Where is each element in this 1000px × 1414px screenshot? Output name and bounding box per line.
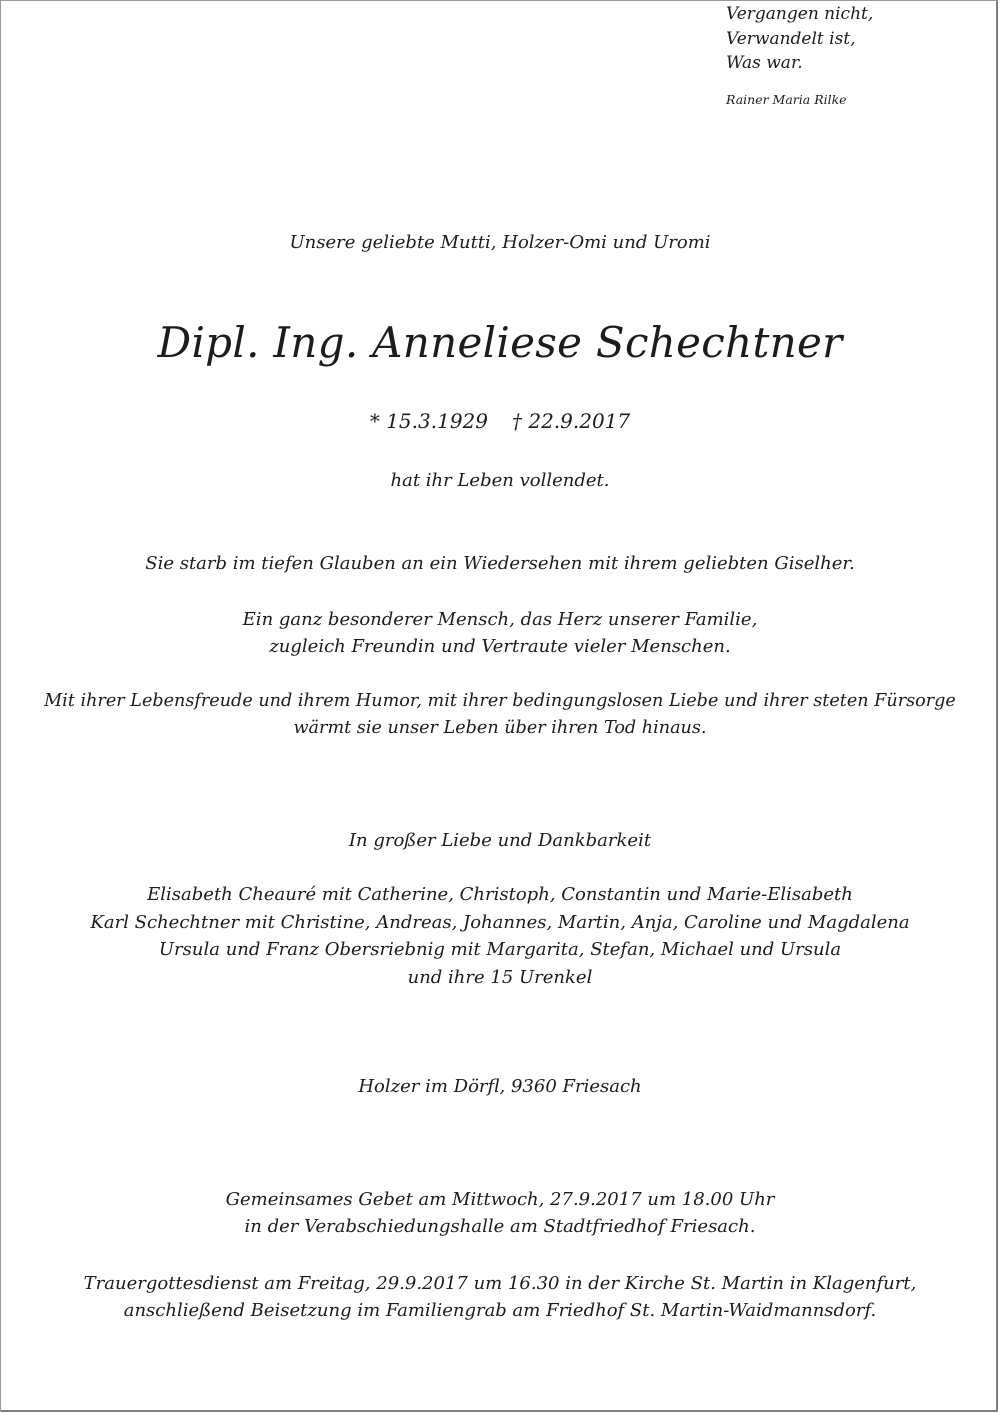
family-line: und ihre 15 Urenkel <box>407 966 593 988</box>
paragraph-line: Sie starb im tiefen Glauben an ein Wiedersehen mit ihrem geliebten Giselher. <box>145 553 855 574</box>
paragraph-line: Ein ganz besonderer Mensch, das Herz unserer Familie, <box>242 609 758 630</box>
service-line: Gemeinsames Gebet am Mittwoch, 27.9.2017 um 18.00 Uhr <box>225 1189 775 1210</box>
epigraph-line: Was war. <box>726 53 803 73</box>
epigraph-author: Rainer Maria Rilke <box>726 91 847 107</box>
life-dates <box>0 409 1000 433</box>
death-date: † 22.9.2017 <box>512 409 631 433</box>
completed-line: hat ihr Leben vollendet. <box>390 470 610 491</box>
paragraph-line: wärmt sie unser Leben über ihren Tod hinaus. <box>293 718 707 738</box>
paragraph <box>0 688 1000 742</box>
thanks-line: In großer Liebe und Dankbarkeit <box>348 830 652 851</box>
family-line: Elisabeth Cheauré mit Catherine, Christoph, Constantin und Marie-Elisabeth <box>147 884 853 905</box>
paragraph-line: Mit ihrer Lebensfreude und ihrem Humor, mit ihrer bedingungslosen Liebe und ihrer steten Fürsorge <box>44 691 956 711</box>
birth-date: * 15.3.1929 <box>369 409 488 433</box>
prayer-service <box>0 1186 1000 1240</box>
intro-line: Unsere geliebte Mutti, Holzer-Omi und Uromi <box>289 232 711 253</box>
funeral-service <box>0 1270 1000 1324</box>
family-line: Karl Schechtner mit Christine, Andreas, Johannes, Martin, Anja, Caroline und Magdalena <box>90 911 910 933</box>
deceased-name: Dipl. Ing. Anneliese Schechtner <box>157 318 843 367</box>
paragraph <box>0 550 1000 577</box>
paragraph <box>0 606 1000 660</box>
paragraph-line: zugleich Freundin und Vertraute vieler Menschen. <box>269 636 731 657</box>
service-line: anschließend Beisetzung im Familiengrab am Friedhof St. Martin-Waidmannsdorf. <box>123 1300 877 1321</box>
epigraph-line: Vergangen nicht, <box>726 4 874 24</box>
epigraph <box>726 2 986 107</box>
family-list <box>0 881 1000 991</box>
service-line: in der Verabschiedungshalle am Stadtfriedhof Friesach. <box>244 1216 756 1237</box>
family-line: Ursula und Franz Obersriebnig mit Margarita, Stefan, Michael und Ursula <box>158 939 842 961</box>
address: Holzer im Dörfl, 9360 Friesach <box>358 1076 642 1097</box>
service-line: Trauergottesdienst am Freitag, 29.9.2017 um 16.30 in der Kirche St. Martin in Klagenfurt, <box>83 1273 917 1294</box>
epigraph-line: Verwandelt ist, <box>726 28 856 49</box>
